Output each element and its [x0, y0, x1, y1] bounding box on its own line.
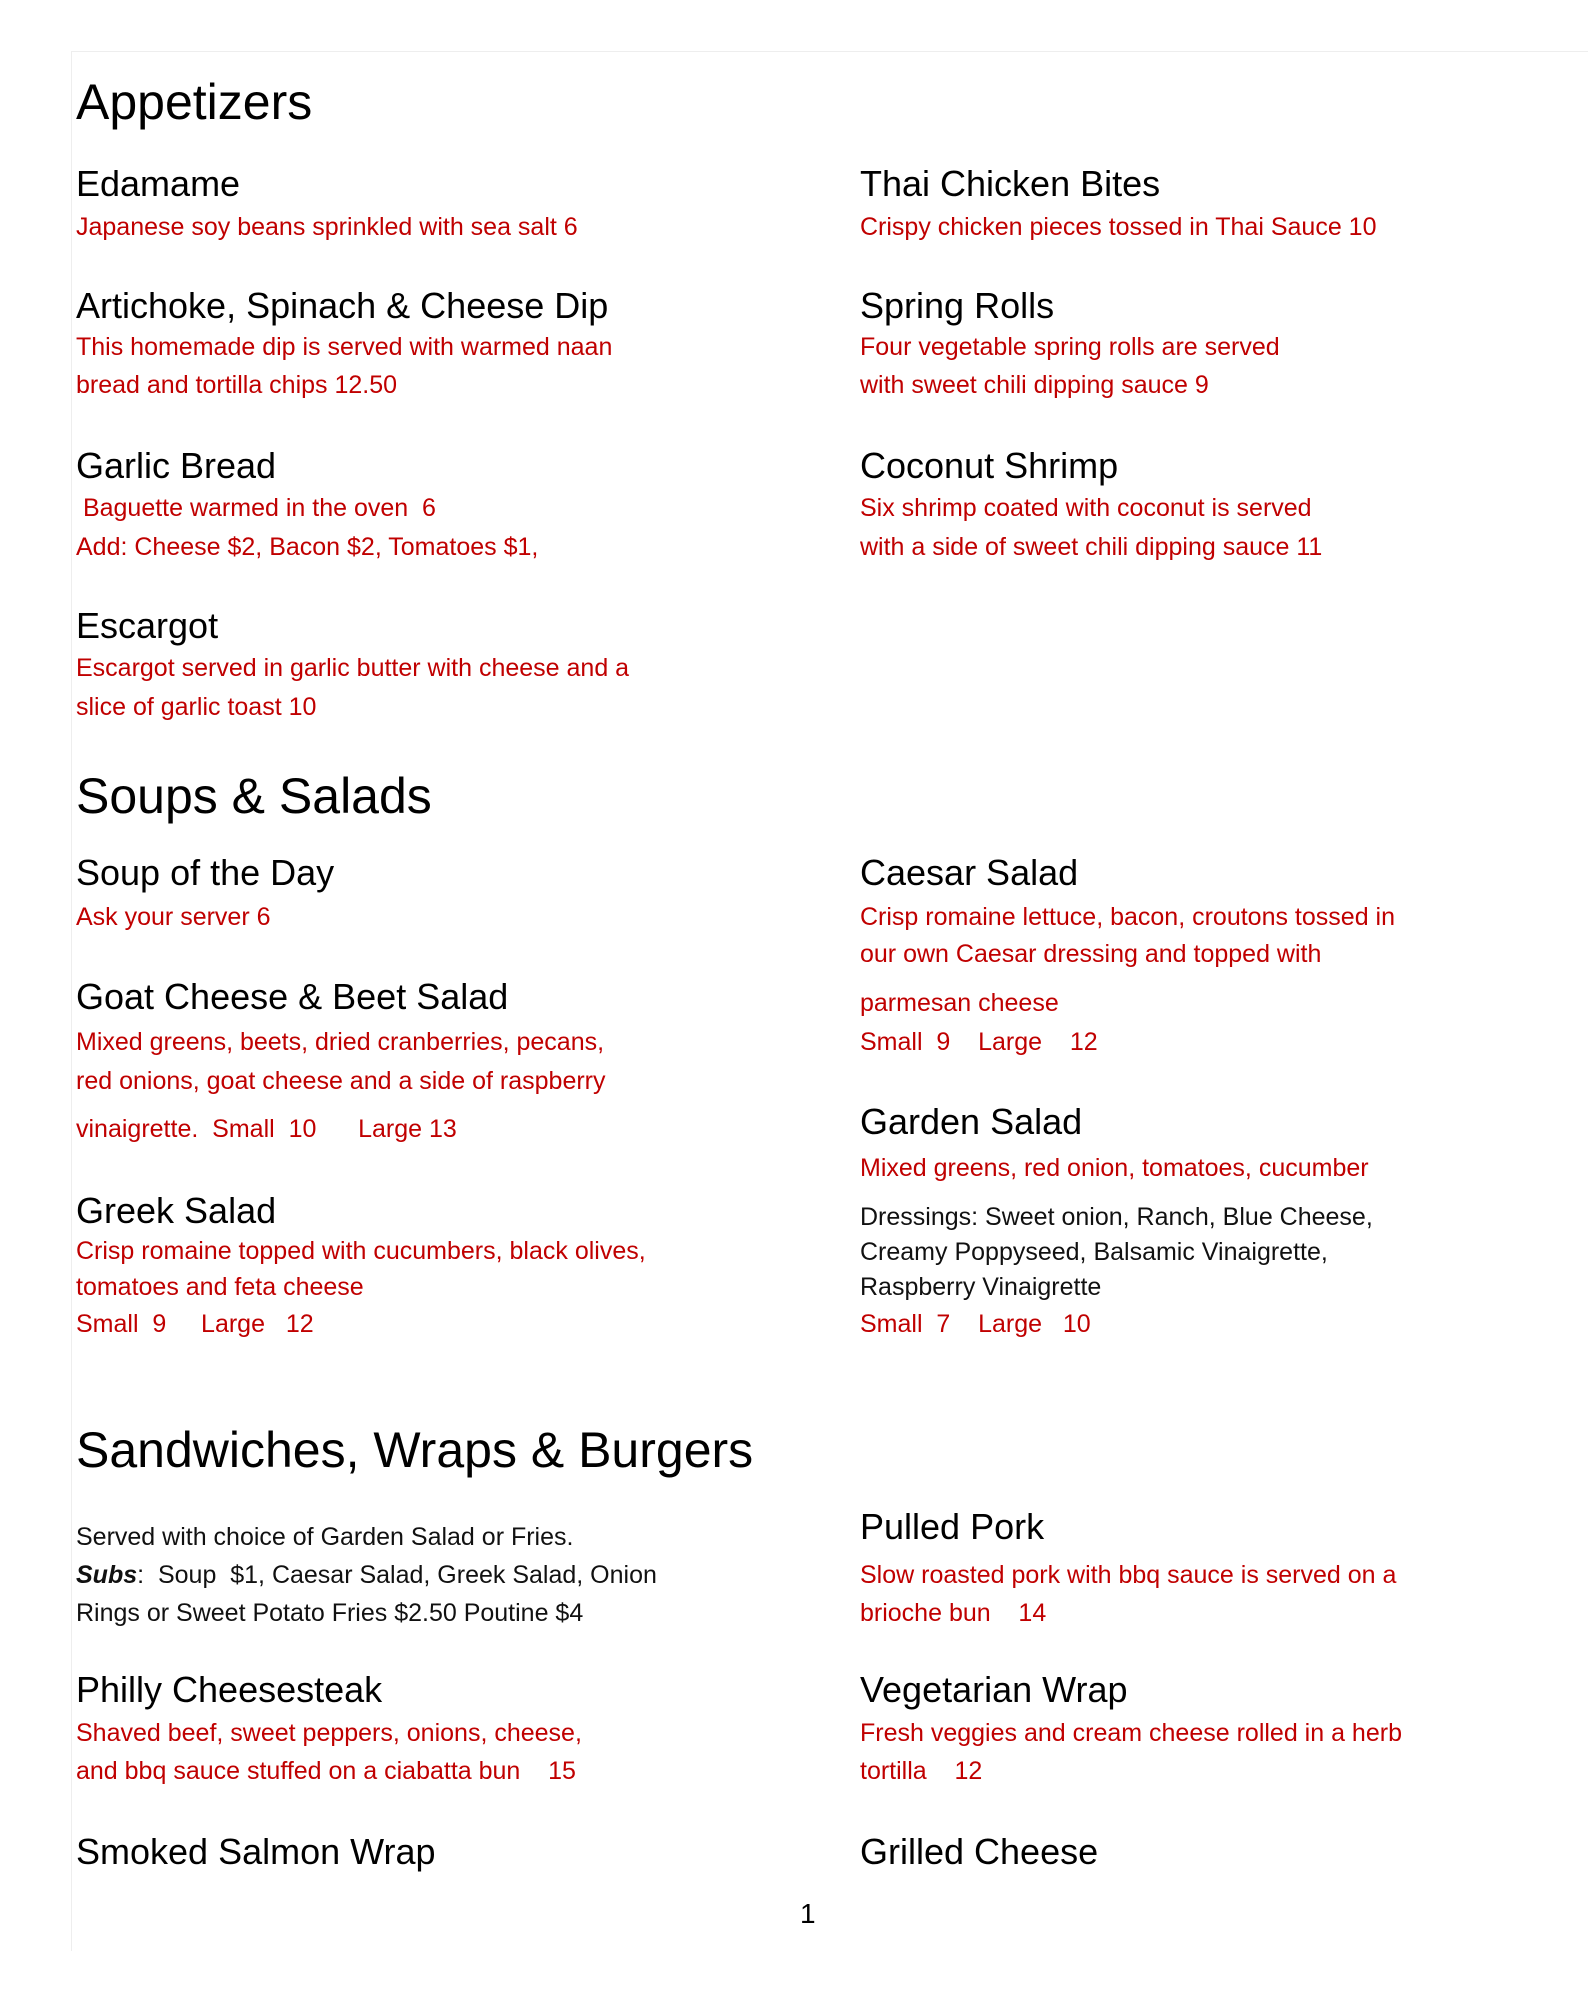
- sandwiches-intro-line1: Served with choice of Garden Salad or Fries.: [76, 1523, 574, 1551]
- item-desc-goat-cheese-beet-salad-line2: red onions, goat cheese and a side of raspberry: [76, 1067, 606, 1095]
- item-title-smoked-salmon-wrap: Smoked Salmon Wrap: [76, 1831, 436, 1872]
- item-desc-goat-cheese-beet-salad-line1: Mixed greens, beets, dried cranberries, pecans,: [76, 1028, 605, 1056]
- item-title-grilled-cheese: Grilled Cheese: [860, 1831, 1099, 1872]
- item-title-escargot: Escargot: [76, 605, 219, 646]
- item-title-coconut-shrimp: Coconut Shrimp: [860, 445, 1119, 486]
- item-title-philly-cheesesteak: Philly Cheesesteak: [76, 1669, 383, 1710]
- item-desc-artichoke-dip-line1: This homemade dip is served with warmed naan: [76, 333, 613, 361]
- item-desc-edamame: Japanese soy beans sprinkled with sea salt 6: [76, 213, 578, 241]
- item-desc-pulled-pork-line1: Slow roasted pork with bbq sauce is served on a: [860, 1561, 1397, 1589]
- item-desc-spring-rolls-line1: Four vegetable spring rolls are served: [860, 333, 1280, 361]
- item-price-greek-salad: Small 9 Large 12: [76, 1310, 314, 1338]
- item-desc-caesar-salad-line2: our own Caesar dressing and topped with: [860, 940, 1322, 968]
- item-desc-greek-salad-line1: Crisp romaine topped with cucumbers, black olives,: [76, 1237, 646, 1265]
- garden-salad-dressings-line2: Creamy Poppyseed, Balsamic Vinaigrette,: [860, 1238, 1328, 1266]
- item-title-soup-of-the-day: Soup of the Day: [76, 852, 335, 893]
- item-desc-soup-of-the-day: Ask your server 6: [76, 903, 271, 931]
- item-price-garden-salad: Small 7 Large 10: [860, 1310, 1091, 1338]
- item-desc-thai-chicken-bites: Crispy chicken pieces tossed in Thai Sauce 10: [860, 213, 1377, 241]
- section-title-soups-salads: Soups & Salads: [76, 768, 432, 824]
- item-desc-coconut-shrimp-line2: with a side of sweet chili dipping sauce 11: [860, 533, 1323, 561]
- item-desc-pulled-pork-line2: brioche bun 14: [860, 1599, 1047, 1627]
- item-desc-goat-cheese-beet-salad-line3: vinaigrette. Small 10 Large 13: [76, 1115, 457, 1143]
- item-title-greek-salad: Greek Salad: [76, 1190, 277, 1231]
- garden-salad-dressings-line3: Raspberry Vinaigrette: [860, 1273, 1102, 1301]
- subs-label: Subs: [76, 1561, 138, 1589]
- sandwiches-intro-line2: [76, 1558, 657, 1592]
- item-desc-caesar-salad-line3: parmesan cheese: [860, 989, 1059, 1017]
- item-title-artichoke-dip: Artichoke, Spinach & Cheese Dip: [76, 285, 609, 326]
- item-desc-garlic-bread-line1: Baguette warmed in the oven 6: [76, 494, 436, 522]
- item-title-garlic-bread: Garlic Bread: [76, 445, 277, 486]
- item-desc-artichoke-dip-line2: bread and tortilla chips 12.50: [76, 371, 398, 399]
- item-desc-escargot-line2: slice of garlic toast 10: [76, 693, 317, 721]
- item-title-caesar-salad: Caesar Salad: [860, 852, 1079, 893]
- garden-salad-dressings-line1: Dressings: Sweet onion, Ranch, Blue Cheese,: [860, 1203, 1373, 1231]
- item-desc-escargot-line1: Escargot served in garlic butter with cheese and a: [76, 654, 630, 682]
- item-desc-caesar-salad-line1: Crisp romaine lettuce, bacon, croutons tossed in: [860, 903, 1395, 931]
- item-title-thai-chicken-bites: Thai Chicken Bites: [860, 163, 1161, 204]
- section-title-appetizers: Appetizers: [76, 74, 313, 130]
- item-title-edamame: Edamame: [76, 163, 241, 204]
- item-desc-garden-salad: Mixed greens, red onion, tomatoes, cucumber: [860, 1154, 1369, 1182]
- item-desc-philly-cheesesteak-line2: and bbq sauce stuffed on a ciabatta bun 15: [76, 1757, 576, 1785]
- item-desc-coconut-shrimp-line1: Six shrimp coated with coconut is served: [860, 494, 1312, 522]
- item-desc-philly-cheesesteak-line1: Shaved beef, sweet peppers, onions, cheese,: [76, 1719, 582, 1747]
- item-desc-vegetarian-wrap-line1: Fresh veggies and cream cheese rolled in a herb: [860, 1719, 1402, 1747]
- item-title-pulled-pork: Pulled Pork: [860, 1506, 1045, 1547]
- item-title-spring-rolls: Spring Rolls: [860, 285, 1055, 326]
- item-desc-spring-rolls-line2: with sweet chili dipping sauce 9: [860, 371, 1209, 399]
- sandwiches-intro-line3: Rings or Sweet Potato Fries $2.50 Poutine $4: [76, 1599, 584, 1627]
- item-price-caesar-salad: Small 9 Large 12: [860, 1028, 1098, 1056]
- item-title-goat-cheese-beet-salad: Goat Cheese & Beet Salad: [76, 976, 509, 1017]
- page-number: 1: [800, 1898, 816, 1929]
- item-title-garden-salad: Garden Salad: [860, 1101, 1083, 1142]
- subs-text: : Soup $1, Caesar Salad, Greek Salad, Onion: [137, 1561, 657, 1589]
- item-title-vegetarian-wrap: Vegetarian Wrap: [860, 1669, 1128, 1710]
- section-title-sandwiches: Sandwiches, Wraps & Burgers: [76, 1422, 754, 1478]
- item-desc-greek-salad-line2: tomatoes and feta cheese: [76, 1273, 364, 1301]
- item-desc-vegetarian-wrap-line2: tortilla 12: [860, 1757, 983, 1785]
- item-desc-garlic-bread-line2: Add: Cheese $2, Bacon $2, Tomatoes $1,: [76, 533, 539, 561]
